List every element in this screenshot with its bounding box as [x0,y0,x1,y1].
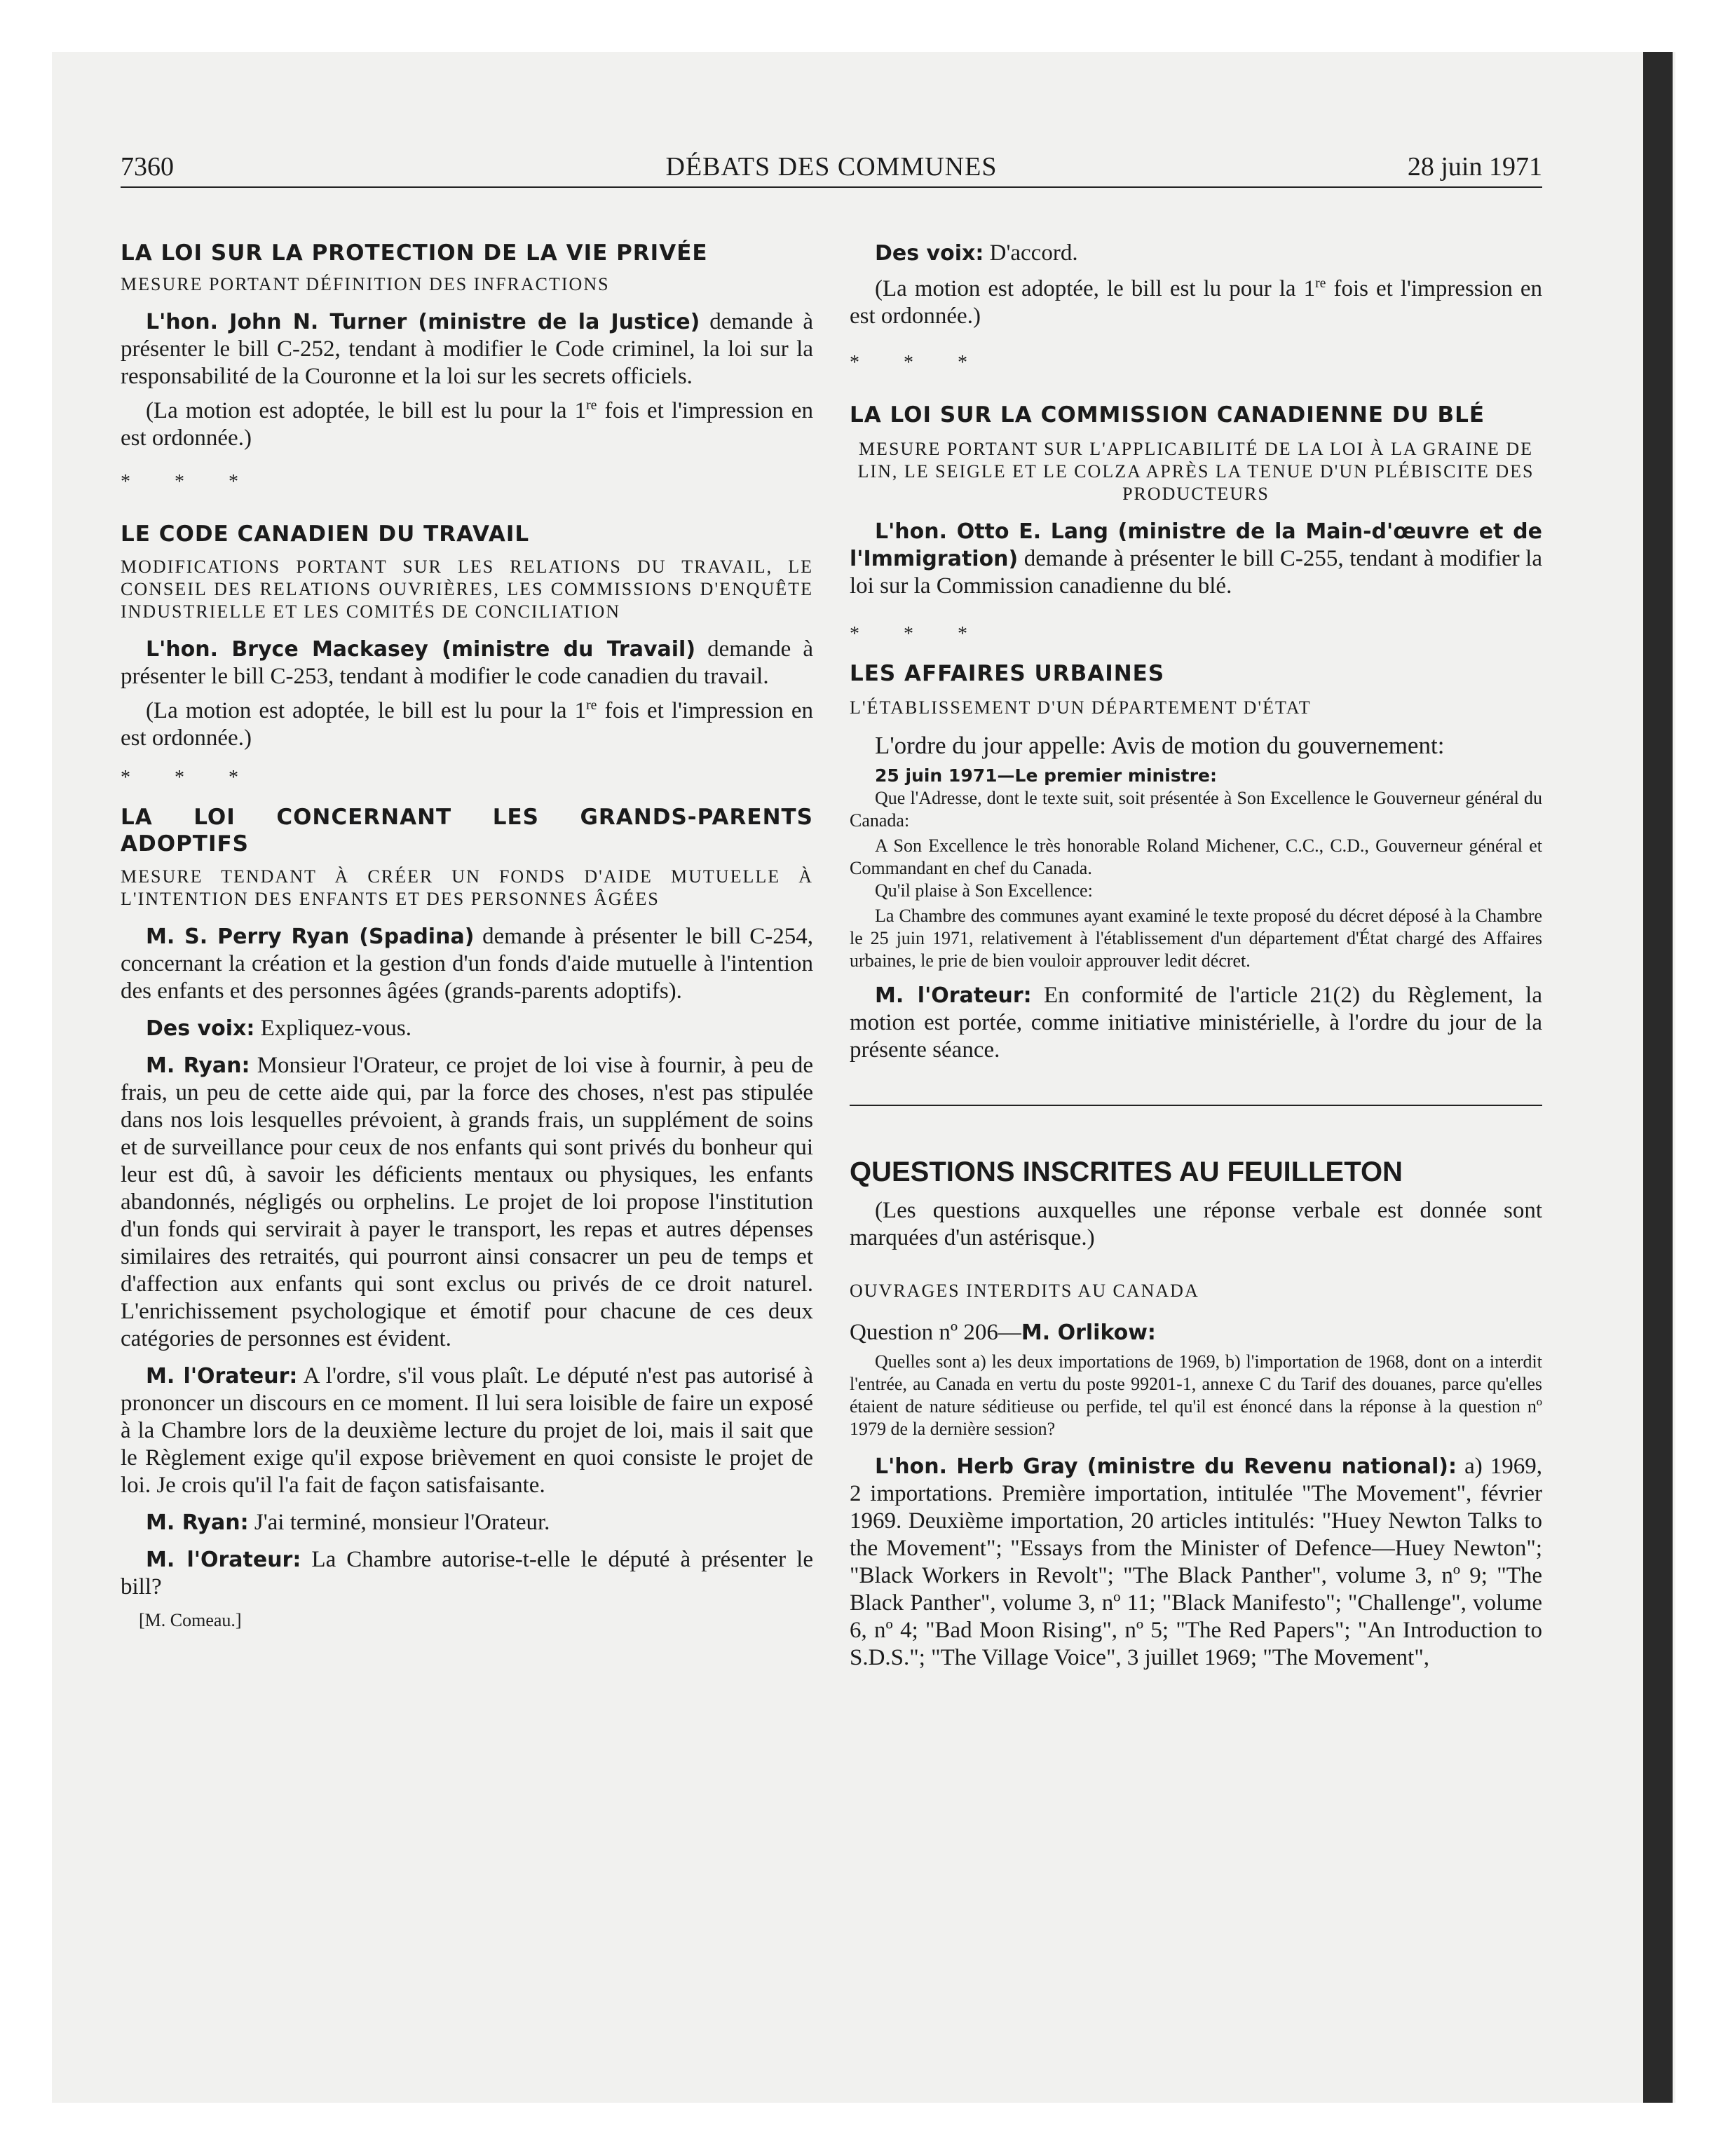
paragraph: (Les questions auxquelles une réponse verbale est donnée sont marquées d'un astérisque.) [850,1198,1542,1250]
quoted-text: Qu'il plaise à Son Excellence: [875,880,1093,901]
paragraph: M. l'Orateur: En conformité de l'article 21(2) du Règlement, la motion est portée, comme initiative ministérielle, à l'ordre du jour de la présente séance. [850,983,1542,1063]
section-heading: LES AFFAIRES URBAINES [850,661,1165,686]
scan-edge [1643,52,1673,2103]
section-subheading: MODIFICATIONS PORTANT SUR LES RELATIONS DU TRAVAIL, LE CONSEIL DES RELATIONS OUVRIÈRES, LES COMMISSIONS D'ENQUÊTE INDUSTRIELLE ET LES COMITÉS DE CONCILIATION [121,557,813,622]
section-heading: QUESTIONS INSCRITES AU FEUILLETON [850,1157,1403,1187]
section-heading: LA LOI SUR LA COMMISSION CANADIENNE DU BLÉ [850,402,1485,428]
speaker-name: L'hon. Bryce Mackasey (ministre du Travail) [146,637,696,662]
section-heading: LA LOI SUR LA PROTECTION DE LA VIE PRIVÉE [121,240,708,266]
paragraph: Des voix: D'accord. [875,240,1078,266]
publication-title: DÉBATS DES COMMUNES [665,152,998,182]
speaker-name: M. l'Orateur: [146,1364,298,1389]
section-subheading: OUVRAGES INTERDITS AU CANADA [850,1281,1199,1301]
section-separator: * * * [121,471,258,493]
section-subheading: MESURE PORTANT DÉFINITION DES INFRACTIONS [121,274,610,294]
left-column [121,240,813,1634]
section-subheading: MESURE PORTANT SUR L'APPLICABILITÉ DE LA LOI À LA GRAINE DE LIN, LE SEIGLE ET LE COLZA APRÈS LA TENUE D'UN PLÉBISCITE DES PRODUCTEURS [857,439,1535,504]
speaker-name: M. l'Orateur: [875,983,1032,1008]
speaker-name: Des voix: [875,241,984,266]
page-date: 28 juin 1971 [1407,152,1542,182]
quoted-text: A Son Excellence le très honorable Roland Michener, C.C., C.D., Gouverneur général et Commandant en chef du Canada. [850,835,1542,878]
speaker-name: M. Orlikow: [1021,1321,1156,1345]
paragraph: M. l'Orateur: A l'ordre, s'il vous plaît. Le député n'est pas autorisé à prononcer un discours en ce moment. Il lui sera loisible de faire un exposé à la Chambre lors de la deuxième lecture du projet de loi, mais il sait que le Règlement exige qu'il expose brièvement en quoi consiste le projet de loi. Je crois qu'il l'a fait de façon satisfaisante. [121,1363,813,1498]
order-date: 25 juin 1971—Le premier ministre: [875,765,1217,786]
speaker-name: M. S. Perry Ryan (Spadina) [146,925,475,949]
section-heading: LE CODE CANADIEN DU TRAVAIL [121,521,530,547]
section-separator: * * * [850,352,987,374]
question-text: Quelles sont a) les deux importations de 1969, b) l'importation de 1968, dont on a interdit l'entrée, au Canada en vertu du poste 99201-1, annexe C du Tarif des douanes, parce qu'elles étaient de nature séditieuse ou perfide, tel qu'il est énoncé dans la réponse à la question nº 1979 de la dernière session? [850,1351,1542,1439]
speaker-name: L'hon. John N. Turner (ministre de la Justice) [146,310,700,334]
section-divider [850,1105,1542,1106]
paragraph: M. l'Orateur: La Chambre autorise-t-elle le député à présenter le bill? [121,1547,814,1599]
motion-note: (La motion est adoptée, le bill est lu pour la 1re fois et l'impression en est ordonnée.) [850,275,1542,329]
quoted-text: La Chambre des communes ayant examiné le texte proposé du décret déposé à la Chambre le 25 juin 1971, relativement à l'établissement d'un département d'État chargé des Affaires urbaines, le prie de bien vouloir approuver ledit décret. [850,906,1542,971]
question-heading: Question nº 206—M. Orlikow: [850,1320,1156,1345]
speaker-name: M. Ryan: [146,1053,250,1078]
section-separator: * * * [121,767,258,789]
paragraph: L'ordre du jour appelle: Avis de motion du gouvernement: [875,732,1445,759]
quoted-text: Que l'Adresse, dont le texte suit, soit présentée à Son Excellence le Gouverneur général du Canada: [850,788,1542,831]
speaker-name: M. l'Orateur: [146,1548,301,1572]
paragraph: L'hon. Otto E. Lang (ministre de la Main-d'œuvre et de l'Immigration) demande à présenter le bill C-255, tendant à modifier la loi sur la Commission canadienne du blé. [850,519,1543,599]
paragraph: L'hon. John N. Turner (ministre de la Justice) demande à présenter le bill C-252, tendant à modifier le Code criminel, la loi sur la responsabilité de la Couronne et la loi sur les secrets officiels. [121,309,813,389]
paragraph: Des voix: Expliquez-vous. [146,1016,411,1041]
paragraph: M. Ryan: J'ai terminé, monsieur l'Orateur. [146,1510,550,1535]
section-subheading: L'ÉTABLISSEMENT D'UN DÉPARTEMENT D'ÉTAT [850,697,1312,718]
speaker-name: L'hon. Otto E. Lang (ministre de la Main-d'œuvre et de l'Immigration) [850,519,1542,571]
section-subheading: MESURE TENDANT À CRÉER UN FONDS D'AIDE MUTUELLE À L'INTENTION DES ENFANTS ET DES PERSONNES ÂGÉES [121,866,813,909]
right-column [850,240,1542,1672]
speaker-name: M. Ryan: [146,1510,249,1535]
paragraph: M. Ryan: Monsieur l'Orateur, ce projet de loi vise à fournir, à peu de frais, un peu de cette aide qui, par la force des choses, n'est pas stipulée dans nos lois lesquelles prévoient, à grands frais, un supplément de soins et de surveillance pour ceux de nos enfants qui sont privés du bonheur qui leur est dû, à savoir les déficients mentaux ou physiques, les enfants abandonnés, négligés ou orphelins. Le projet de loi propose l'institution d'un fonds qui servirait à payer le transport, les repas et autres dépenses similaires des retraités, qui pourront ainsi consacrer un peu de temps et d'affection aux enfants qui sont exclus ou privés de ce droit naturel. L'enrichissement psychologique et émotif pour chacune de ces deux catégories de personnes est évident. [121,1053,814,1351]
speaker-name: Des voix: [146,1016,255,1041]
speaker-name: L'hon. Herb Gray (ministre du Revenu national): [875,1454,1457,1479]
paragraph: L'hon. Bryce Mackasey (ministre du Travail) demande à présenter le bill C-253, tendant à modifier le code canadien du travail. [121,636,813,689]
motion-note: (La motion est adoptée, le bill est lu pour la 1re fois et l'impression en est ordonnée.) [121,697,813,751]
section-separator: * * * [850,623,987,645]
motion-note: (La motion est adoptée, le bill est lu pour la 1re fois et l'impression en est ordonnée.) [121,397,813,451]
paragraph: L'hon. Herb Gray (ministre du Revenu national): a) 1969, 2 importations. Première importation, intitulée "The Movement", février 1969. Deuxième importation, 20 articles intitulés: "Huey Newton Talks to the Movement"; "Essays from the Minister of Defence—Huey Newton"; "Black Workers in Revolt"; "The Black Panther", volume 3, nº 9; "The Black Panther", volume 3, nº 11; "Black Manifesto"; "Challenge", volume 6, nº 4; "Bad Moon Rising", nº 5; "The Red Papers"; "An Introduction to S.D.S."; "The Village Voice", 3 juillet 1969; "The Movement", [850,1454,1542,1670]
page-header [121,149,1542,188]
page-number: 7360 [121,152,174,182]
paragraph: M. S. Perry Ryan (Spadina) demande à présenter le bill C-254, concernant la création et la gestion d'un fonds d'aide mutuelle à l'intention des enfants et des personnes âgées (grands-parents adoptifs). [121,924,814,1004]
section-heading: LA LOI CONCERNANT LES GRANDS-PARENTS ADOPTIFS [121,805,813,857]
speaker-signature: [M. Comeau.] [139,1610,242,1630]
